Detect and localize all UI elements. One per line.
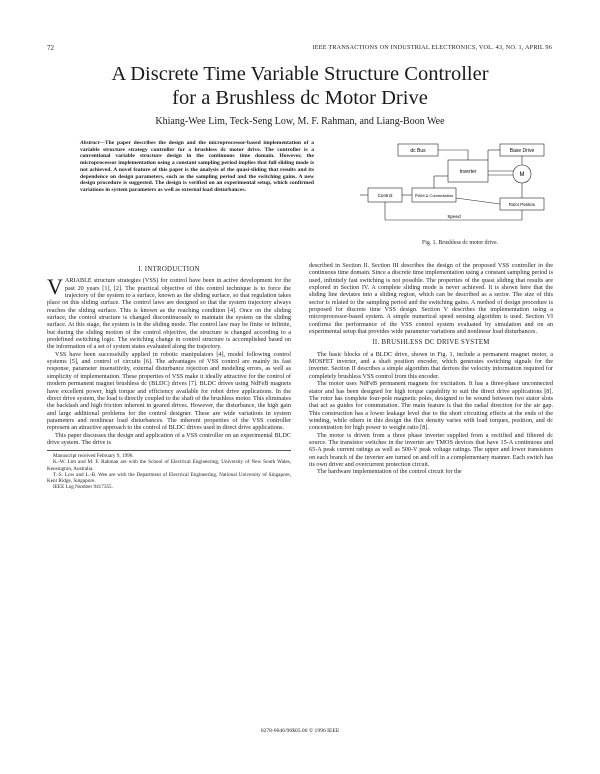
journal-header: IEEE TRANSACTIONS ON INDUSTRIAL ELECTRONICS, VOL. 43, NO. 1, APRIL 96 (312, 44, 552, 51)
fig-label-control: Control (377, 193, 393, 198)
drop-cap: V (47, 274, 63, 300)
right-paragraph-3: The motor uses NdFeB permanent magnets for excitation. It has a three-phase unconnected stator and has been designed for high torque capability to suit the direct drive applications [8]. The rotor has complete four-pole magnetic poles, designed to be wound between two stator slots that act as guides for commutation. The main feature is that the radial direction for the air gap. This construction has a lower leakage level due to the short circuiting effects at the ends of the winding, while others in this design the flux density varies with load torques, position, and dc concentration for high power to weight ratio [8]. (309, 380, 553, 432)
figure-1-caption: Fig. 1. Brushless dc motor drive. (422, 240, 498, 246)
footnotes (47, 450, 291, 490)
title-line-1: A Discrete Time Variable Structure Controller (111, 63, 489, 85)
abstract-label: Abstract— (80, 140, 105, 146)
right-paragraph-4: The motor is driven from a three phase inverter supplied from a rectified and filtered dc source. The transistor switches in the inverter are TMOS devices that have 15-A continuous and 65-A peak current ratings as well as 500-V peak voltage ratings. The upper and lower transistors on each branch of the inverter are turned on and off in a complementary manner. Each switch has its own driver and overcurrent protection circuit. (309, 431, 553, 468)
figure-1-diagram (360, 140, 560, 236)
intro-paragraph-2: VSS have been successfully applied in robotic manipulators [4], model following control systems [5], and control of circuits [6]. The advantages of VSS control are mainly its fast response, parameter insensitivity, external disturbance rejection and modeling errors, as well as simplicity of implementation. These properties of VSS make it ideally attractive for the control of modern permanent magnet brushless dc (BLDC) drives [7]. BLDC drives using NdFeB magnets have excellent power, high torque and efficiency available for robot drive applications. In the direct drive system, the load is directly coupled to the shaft of the brushless motor. This eliminates the backlash and high friction inherent in geared drives. However, the disturbance, the high gain and large additional problems for the control designer. These are wide variations in system parameters and nonlinear load disturbances. The inherent properties of the VSS controller represent an attractive approach to the control of BLDC drives used in direct drive applications. (47, 350, 291, 432)
section-heading-introduction: I. INTRODUCTION (138, 266, 200, 273)
abstract (80, 140, 314, 194)
right-column (309, 262, 553, 476)
section-heading-drive-system: II. BRUSHLESS DC DRIVE SYSTEM (372, 339, 490, 347)
fig-label-pwm: PWM & Commutation (414, 193, 454, 198)
fig-label-bus: dc Bus (410, 148, 426, 154)
footnote-received: Manuscript received February 9, 1996. (53, 453, 134, 460)
footnote-affiliation-2: T.-S. Low and L.-B. Wee are with the Department of Electrical Engineering, National University of Singapore, Kent Ridge, Singapore. (47, 471, 291, 485)
page-number: 72 (47, 44, 54, 52)
right-paragraph-5: The hardware implementation of the control circuit for the (317, 468, 462, 476)
fig-label-speed: Speed (447, 214, 461, 219)
right-paragraph-1: described in Section II. Section III describes the design of the proposed VSS controller in the continuous time domain. Since a discrete time implementation using a constant sampling period is used, infinitely fast switching is not possible. The properties of the quasi sliding that results are explored in Section IV. A complete sliding mode is never achieved. It is shown here that the sliding line deviates into a sliding region, which can be described as a sector. The size of this sector is related to the sampling period and the switching gains. A method of design procedure is proposed for discrete time VSS design. Section V describes the implementation using a microprocessor-based system. A simple numerical speed sensing algorithm is used. Section VI confirms the performance of the VSS control system evaluated by simulation and on an experimental setup that provides wide parameter variations and nonlinear load disturbances. (309, 262, 553, 336)
intro-paragraph-1-text: ARIABLE structure strategies (VSS) for control have been in active development for the past 20 years [1], [2]. The practical objective of this control technique is to force the trajectory of the system to a surface, known as the sliding surface, so that regulation takes place on this sliding surface. The control laws are designed so that the system trajectory always reaches the sliding surface. This is known as the reaching condition [4]. Once on the sliding surface, the control structure is changed discontinuously to maintain the system on the sliding surface. At this stage, the system is in the sliding mode. The control law may be finite or infinite, but during the sliding motion of the control objective, the structure is changed according to a predefined switching logic. The switching change in control structure is accomplished based on the information of a set of system states evaluated along the trajectory. (47, 277, 291, 351)
footnote-affiliation-1: K.-W. Lim and M. F. Rahman are with the School of Electrical Engineering, University of New South Wales, Kensington, Australia. (47, 459, 291, 472)
author-list: Khiang-Wee Lim, Teck-Seng Low, M. F. Rahman, and Liang-Boon Wee (155, 116, 445, 127)
abstract-text: The paper describes the design and the microprocessor-based implementation of a variable structure strategy controller for a brushless dc motor drive. The controller is a conventional variable structure design in the continuous time domain. However, the microprocessor implementation using a constant sampling period implies that full sliding mode is not achieved. A novel feature of this paper is the analysis of the quasi-sliding that results and its dependence on design parameters, such as the sampling period and the switching gains. A new design procedure is suggested. The design is verified on an experimental setup, which confirmed variations in system parameters as well as external load disturbances. (80, 140, 314, 193)
intro-paragraph-1 (47, 274, 291, 351)
fig-label-motor: M (519, 172, 525, 178)
fig-label-rotor: Rotor Position (508, 202, 536, 207)
left-column (47, 262, 291, 490)
paper-title (40, 62, 560, 110)
fig-label-inverter: Inverter (459, 169, 477, 175)
title-line-2: for a Brushless dc Motor Drive (172, 87, 428, 109)
right-paragraph-2: The basic blocks of a BLDC drive, shown in Fig. 1, include a permanent magnet motor, a MOSFET inverter, and a shaft position encoder, which generates switching signals for the inverter. Section II describes a simple algorithm that derives the velocity information required for completely brushless VSS control from this encoder. (309, 350, 553, 380)
fig-label-drive: Base Drive (509, 148, 535, 154)
intro-paragraph-3: This paper discusses the design and application of a VSS controller on an experimental BLDC drive system. The drive is (47, 431, 291, 446)
footnote-log-number: IEEE Log Number 9417355. (53, 484, 113, 491)
copyright-footer: 0278-0046/96$05.00 © 1996 IEEE (260, 728, 340, 734)
